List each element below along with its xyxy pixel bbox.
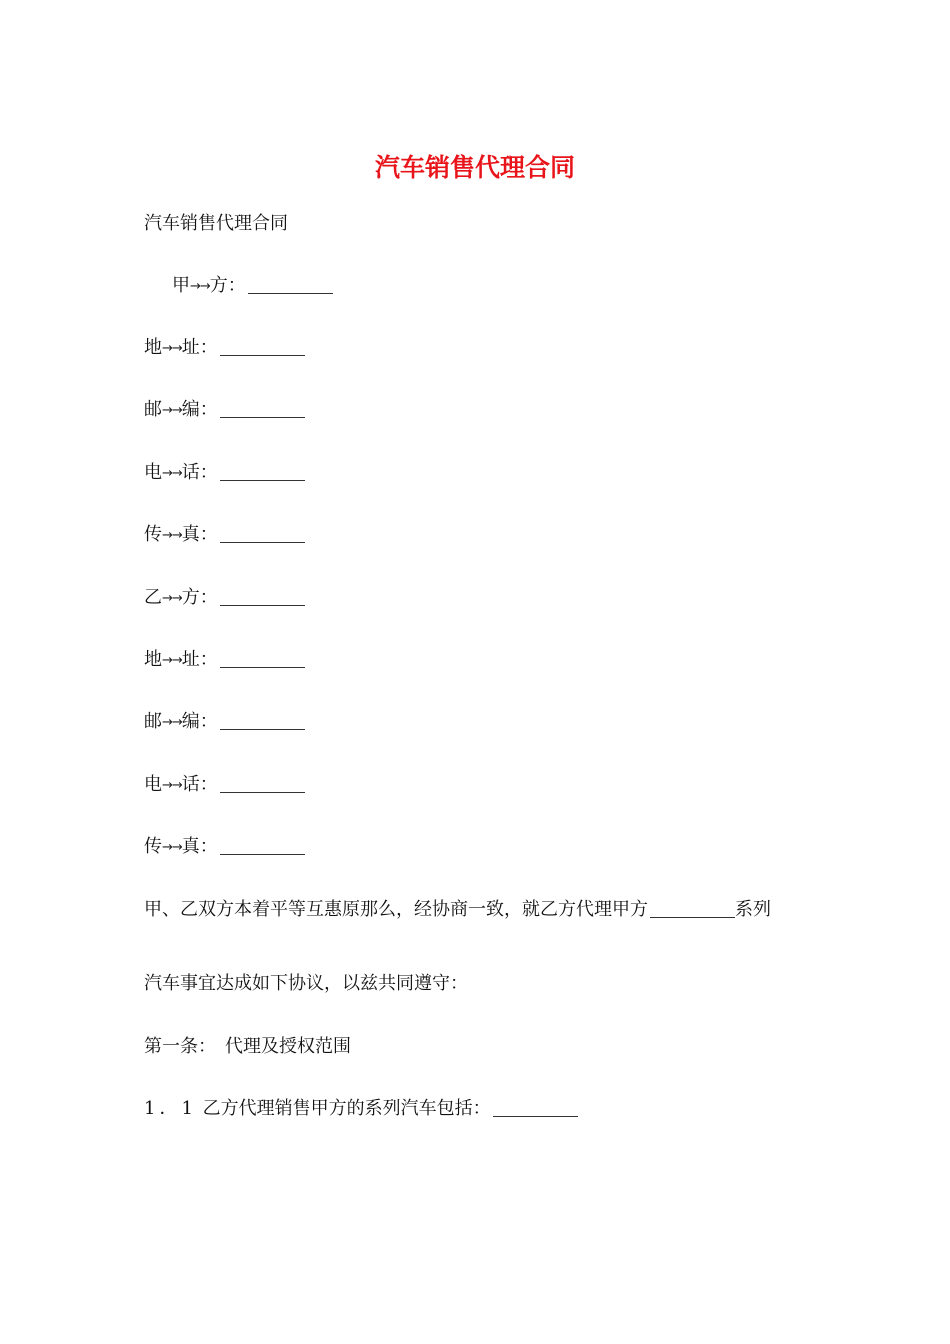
- clause-1-1: [144, 1096, 578, 1122]
- fill-in-blank[interactable]: [220, 399, 305, 418]
- fill-in-blank[interactable]: [220, 587, 305, 606]
- party-b-phone-row: [144, 772, 305, 799]
- field-label: 甲: [172, 275, 190, 296]
- party-b-postcode-row: [144, 709, 305, 736]
- field-label: 编：: [181, 399, 218, 420]
- field-label: 址：: [181, 649, 218, 670]
- fill-in-blank[interactable]: [220, 774, 305, 793]
- fill-in-blank[interactable]: [493, 1098, 578, 1117]
- field-label: 编：: [181, 711, 218, 732]
- fill-in-blank[interactable]: [220, 836, 305, 855]
- tab-arrow-icon: →→: [162, 715, 182, 730]
- field-label: 地: [144, 337, 162, 358]
- fill-in-blank[interactable]: [650, 899, 735, 918]
- tab-arrow-icon: →→: [162, 528, 182, 543]
- field-label: 真：: [181, 524, 218, 545]
- party-a-fax-row: [144, 522, 305, 549]
- party-a-name-row: [172, 273, 333, 300]
- field-label: 电: [144, 774, 162, 795]
- intro-text: 系列: [735, 899, 771, 920]
- fill-in-blank[interactable]: [220, 649, 305, 668]
- tab-arrow-icon: →→: [162, 591, 182, 606]
- field-label: 传: [144, 836, 162, 857]
- clause-text: 乙方代理销售甲方的系列汽车包括：: [202, 1098, 491, 1119]
- fill-in-blank[interactable]: [220, 711, 305, 730]
- tab-arrow-icon: →→: [190, 279, 210, 294]
- tab-arrow-icon: →→: [162, 341, 182, 356]
- party-a-postcode-row: [144, 397, 305, 424]
- intro-paragraph-line-1: [144, 897, 771, 923]
- field-label: 话：: [181, 462, 218, 483]
- fill-in-blank[interactable]: [248, 275, 333, 294]
- field-label: 址：: [181, 337, 218, 358]
- party-a-address-row: [144, 335, 305, 362]
- field-label: 话：: [181, 774, 218, 795]
- field-label: 真：: [181, 836, 218, 857]
- field-label: 地: [144, 649, 162, 670]
- intro-paragraph-line-2: 汽车事宜达成如下协议，以兹共同遵守：: [144, 973, 468, 994]
- tab-arrow-icon: →→: [162, 403, 182, 418]
- document-subtitle: 汽车销售代理合同: [144, 213, 288, 234]
- field-label: 方：: [181, 587, 218, 608]
- field-label: 邮: [144, 399, 162, 420]
- party-b-fax-row: [144, 834, 305, 861]
- party-a-phone-row: [144, 460, 305, 487]
- fill-in-blank[interactable]: [220, 462, 305, 481]
- clause-number: 1．1: [144, 1098, 197, 1119]
- field-label: 邮: [144, 711, 162, 732]
- tab-arrow-icon: →→: [162, 840, 182, 855]
- party-b-name-row: [144, 585, 305, 612]
- fill-in-blank[interactable]: [220, 524, 305, 543]
- field-label: 传: [144, 524, 162, 545]
- field-label: 电: [144, 462, 162, 483]
- fill-in-blank[interactable]: [220, 337, 305, 356]
- party-b-address-row: [144, 647, 305, 674]
- field-label: 方：: [209, 275, 246, 296]
- article-heading: 第一条： 代理及授权范围: [144, 1036, 351, 1057]
- intro-text: 甲、乙双方本着平等互惠原那么，经协商一致，就乙方代理甲方: [144, 899, 648, 920]
- tab-arrow-icon: →→: [162, 653, 182, 668]
- tab-arrow-icon: →→: [162, 778, 182, 793]
- document-title: 汽车销售代理合同: [374, 153, 575, 182]
- field-label: 乙: [144, 587, 162, 608]
- tab-arrow-icon: →→: [162, 466, 182, 481]
